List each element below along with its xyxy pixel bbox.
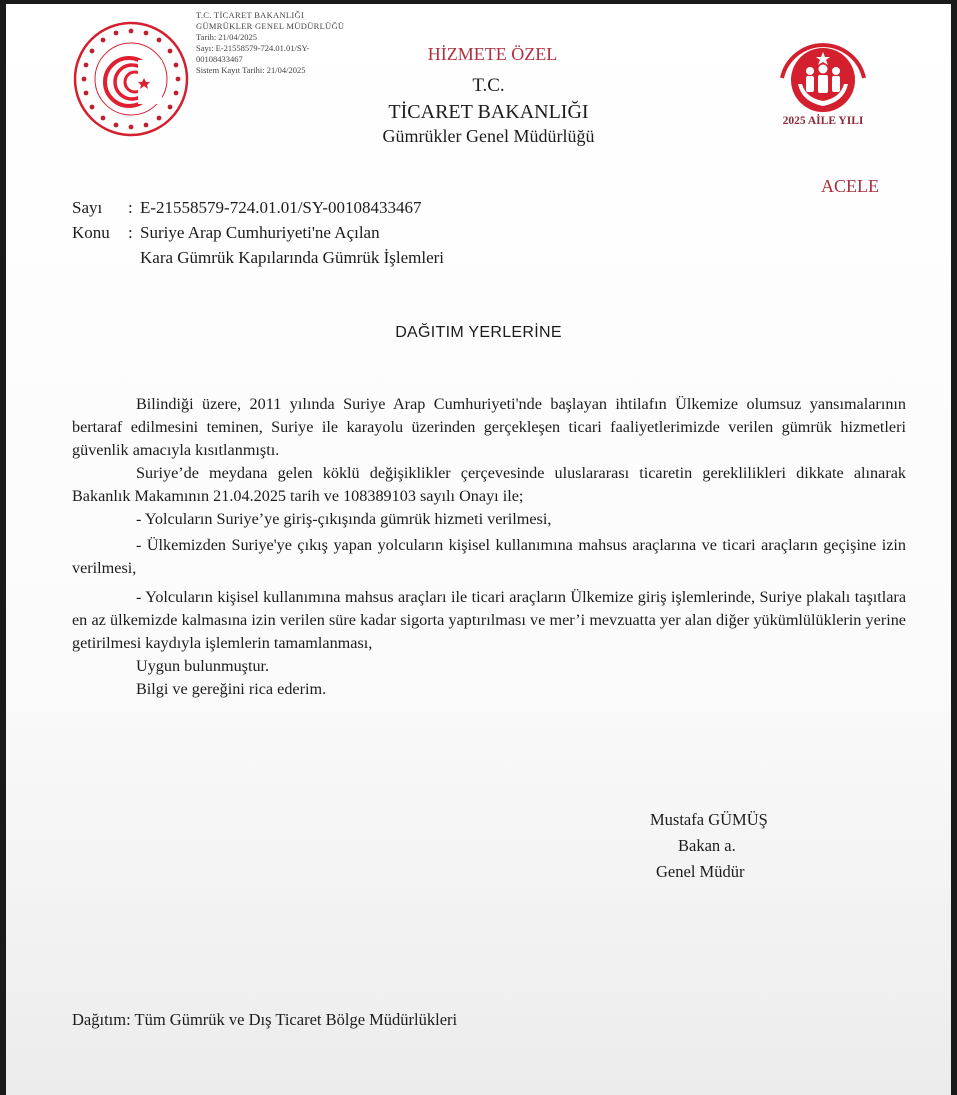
konu-line-1: Suriye Arap Cumhuriyeti'ne Açılan (140, 223, 380, 242)
stamp-line: 00108433467 (196, 54, 243, 64)
signature-block (650, 807, 768, 885)
sayi-colon: : (128, 198, 133, 217)
signatory-title-2: Genel Müdür (656, 862, 745, 881)
konu-line-2: Kara Gümrük Kapılarında Gümrük İşlemleri (140, 248, 445, 267)
stamp-line: T.C. TİCARET BAKANLIĞI (196, 10, 305, 20)
signatory-name: Mustafa GÜMÜŞ (650, 810, 768, 829)
closing-line-1: Uygun bulunmuştur. (136, 657, 270, 675)
konu-colon: : (128, 223, 133, 242)
list-item-3: - Yolcuların kişisel kullanımına mahsus araçları ile ticari araçların Ülkemize giriş işlemlerinde, Suriye plakalı taşıtlara en az ülkemizde kalmasına izin verilen süre kadar sigorta yaptırılması ve mer’i mevzuatta yer alan diğer yükümlülüklerin yerine getirilmesi kaydıyla işlemlerin tamamlanması, (72, 588, 906, 652)
header-ministry: TİCARET BAKANLIĞI (388, 101, 589, 123)
classification-label: HİZMETE ÖZEL (427, 44, 558, 64)
addressee-heading: DAĞITIM YERLERİNE (395, 324, 562, 341)
distribution-line: Dağıtım: Tüm Gümrük ve Dış Ticaret Bölge Müdürlükleri (72, 1010, 458, 1029)
signatory-title-1: Bakan a. (678, 836, 736, 855)
family-year-logo (768, 26, 878, 112)
list-item-1: - Yolcuların Suriye’ye giriş-çıkışında gümrük hizmeti verilmesi, (136, 510, 552, 528)
closing-line-2: Bilgi ve gereğini rica ederim. (136, 680, 327, 698)
konu-label: Konu (72, 223, 110, 242)
paragraph-1: Bilindiği üzere, 2011 yılında Suriye Arap Cumhuriyeti'nde başlayan ihtilafın Ülkemize olumsuz yansımalarının bertaraf edilmesini teminen, Suriye ile karayolu üzerinden gerçekleşen ticari faaliyetlerimizde verilen gümrük hizmetleri güvenlik amacıyla kısıtlanmıştı. (72, 395, 906, 459)
sayi-row (72, 195, 444, 220)
sayi-label: Sayı (72, 198, 103, 217)
paragraph-2: Suriye’de meydana gelen köklü değişiklikler çerçevesinde uluslararası ticaretin gereklilikleri dikkate alınarak Bakanlık Makamının 21.04.2025 tarih ve 108389103 sayılı Onayı ile; (72, 464, 906, 505)
konu-row (72, 220, 444, 245)
family-year-logo-text: 2025 AİLE YILI (782, 115, 864, 127)
sayi-value: E-21558579-724.01.01/SY-00108433467 (140, 198, 422, 217)
stamp-line: Tarih: 21/04/2025 (196, 32, 258, 42)
document-page (6, 4, 951, 1095)
list-item-2: - Ülkemizden Suriye'ye çıkış yapan yolcuların kişisel kullanımına mahsus araçlarına ve ticari araçların geçişine izin verilmesi, (72, 536, 906, 577)
registry-stamp (196, 10, 344, 76)
header-tc: T.C. (472, 75, 505, 96)
stamp-line: GÜMRÜKLER GENEL MÜDÜRLÜĞÜ (196, 21, 345, 31)
meta-block (72, 195, 444, 270)
letter-body (72, 393, 906, 701)
stamp-line: Sayı: E-21558579-724.01.01/SY- (196, 43, 310, 53)
header-directorate: Gümrükler Genel Müdürlüğü (382, 126, 595, 146)
urgency-label: ACELE (821, 176, 879, 196)
stamp-line: Sistem Kayıt Tarihi: 21/04/2025 (196, 65, 306, 75)
